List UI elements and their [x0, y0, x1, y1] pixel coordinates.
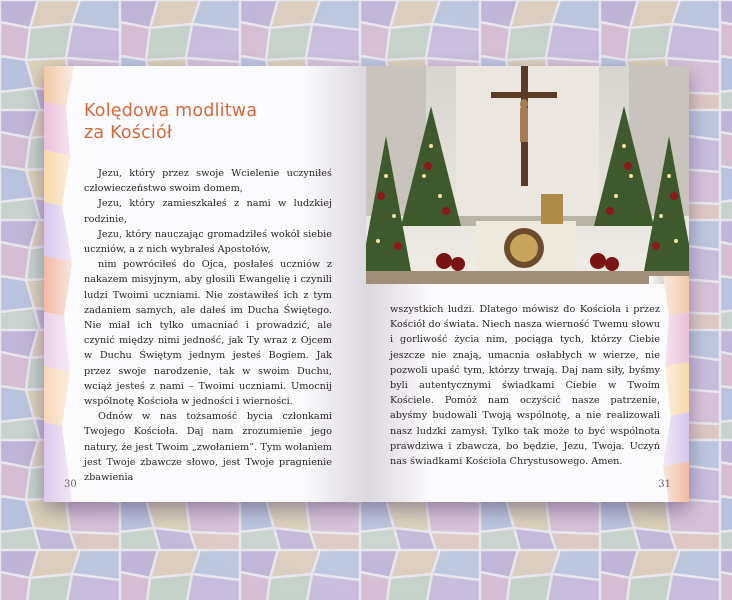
altar-photo — [366, 66, 689, 284]
right-page-text — [390, 302, 660, 469]
paragraph: wszystkich ludzi. Dlatego mówisz do Kościoła i przez Kościół do świata. Niech nasza wierność Twemu słowu i gorliwość życia nim, pociąga tych, którzy Ciebie jeszcze nie znają, umacnia osłabłych w wierze, nie pozwoli upaść tym, którzy trwają. Daj nam siły, byśmy byli autentycznymi świadkami Ciebie w Twoim Kościele. Pomóż nam oczyścić nasze patrzenie, abyśmy budowali Twoją wspólnotę, a nie realizowali nasz ludzki zamysł. Tylko tak może to być wspólnota prawdziwa i zbawcza, bo będzie, Jezu, Twoja. Uczyń nas świadkami Kościoła Chrystusowego. Amen. — [390, 304, 660, 468]
open-book — [44, 66, 689, 510]
paragraph: Odnów w nas tożsamość bycia członkami Twojego Kościoła. Daj nam zrozumienie jego natury, że jest Twoim „zwołaniem”. Tym wołaniem jest Twoje zbawcze słowo, jest Twoje pragnienie zbawienia — [84, 411, 332, 484]
paragraph: nim powróciłeś do Ojca, posłałeś uczniów z nakazem misyjnym, aby głosili Ewangelię i czynili ludzi Twoimi uczniami. Nie zostawiłeś ich z tym zadaniem samych, ale dałeś im Ducha Świętego. Nie miał ich tylko umacniać i prowadzić, ale czynić między nimi jedność, jak Ty wraz z Ojcem w Duchu Świętym jednym jesteś Bogiem. Jak przez swoje narodzenie, tak w swoim Duchu, wciąż jesteś z nami – Twoimi uczniami. Umocnij wspólnotę Kościoła w jedności i wierności. — [84, 259, 332, 408]
title-line-1: Kolędowa modlitwa — [84, 101, 258, 121]
left-page-text — [84, 166, 332, 485]
stained-glass-border-left — [44, 66, 88, 502]
title-line-2: za Kościół — [84, 123, 173, 143]
paragraph: Jezu, który zamieszkałeś z nami w ludzkiej rodzinie, — [84, 198, 332, 225]
prayer-title — [84, 100, 324, 144]
page-number-left: 30 — [64, 479, 77, 490]
right-page — [366, 66, 689, 502]
paragraph: Jezu, który nauczając gromadziłeś wokół siebie uczniów, a z nich wybrałeś Apostołów, — [84, 228, 332, 256]
page-number-right: 31 — [658, 479, 671, 490]
left-page — [44, 66, 368, 502]
paragraph: Jezu, który przez swoje Wcielenie uczyniłeś człowieczeństwo swoim domem, — [84, 168, 332, 195]
